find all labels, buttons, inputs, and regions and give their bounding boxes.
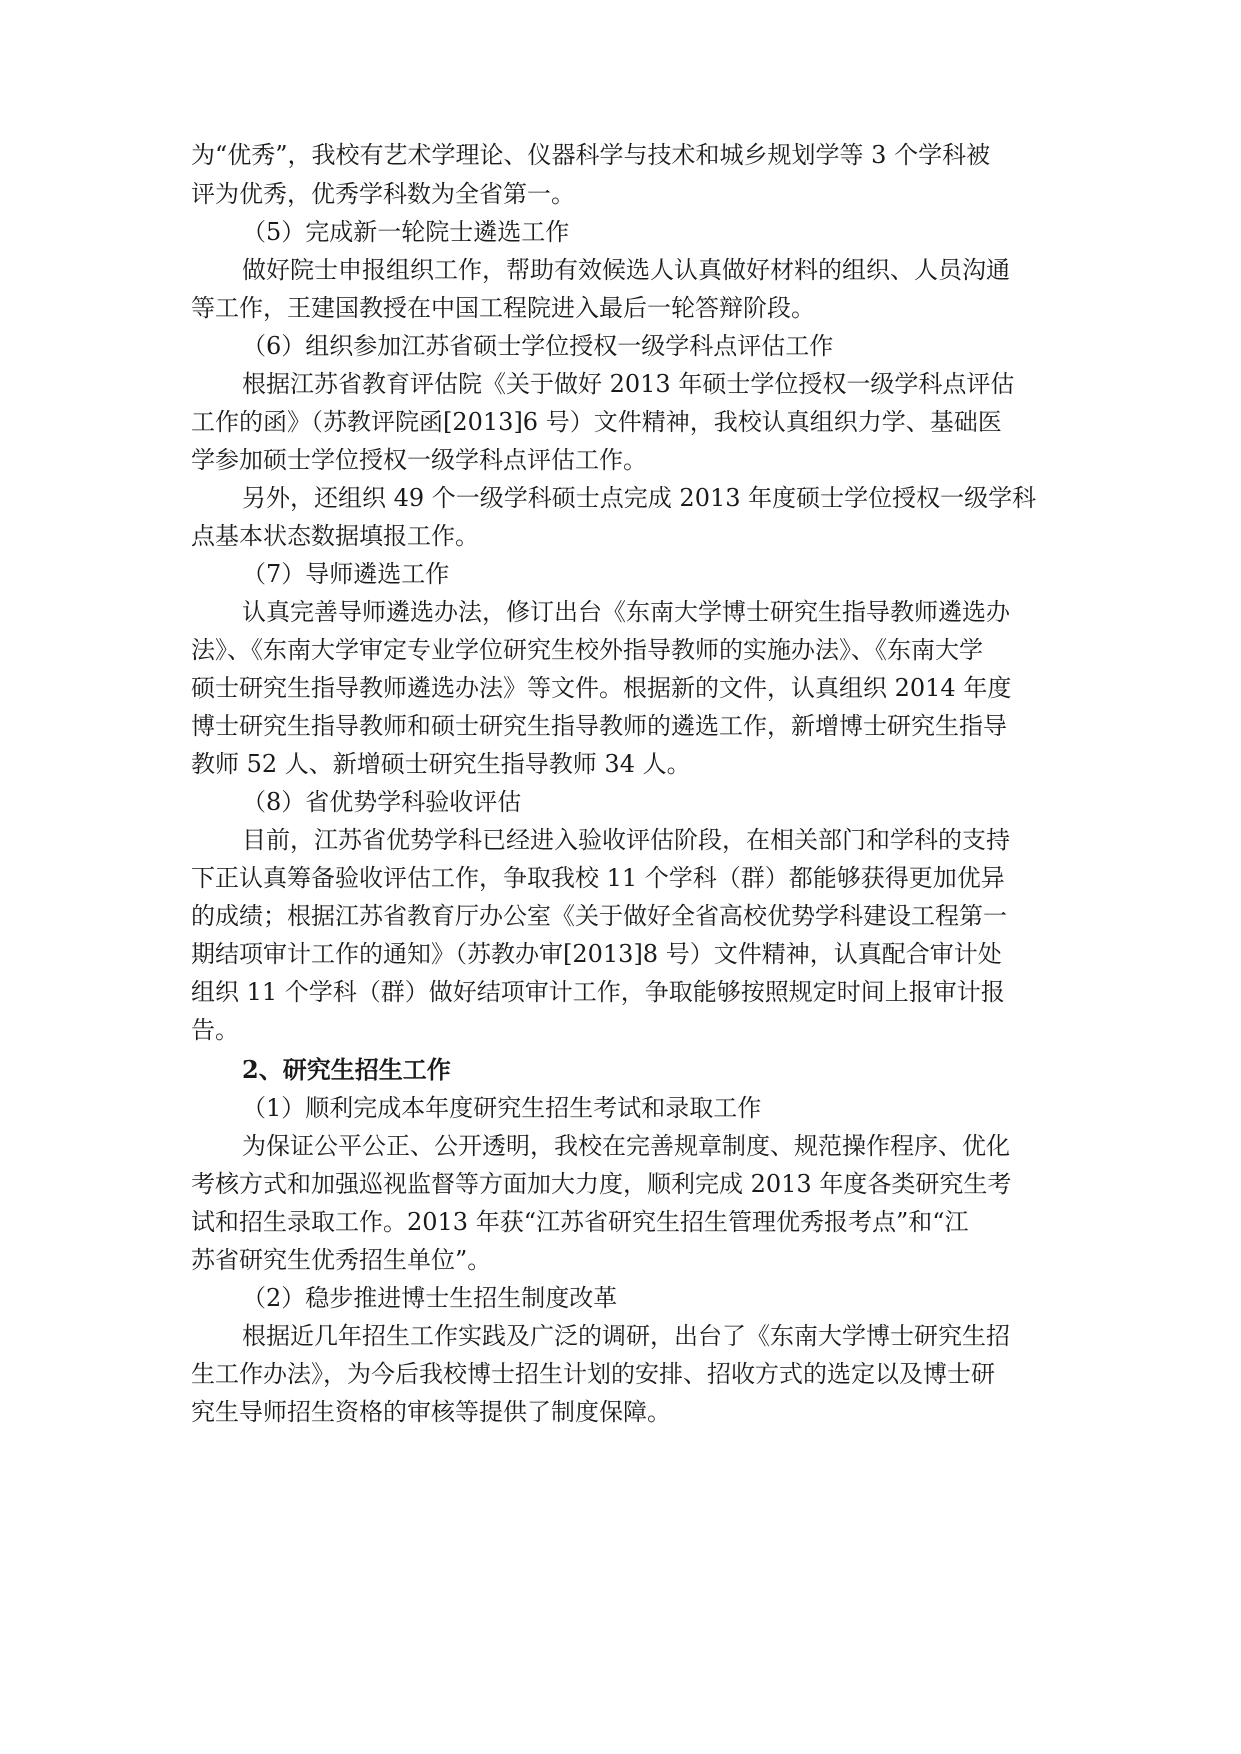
text-line: 期结项审计工作的通知》（苏教办审[2013]8 号）文件精神，认真配合审计处: [191, 940, 1002, 968]
text-line: 组织 11 个学科（群）做好结项审计工作，争取能够按照规定时间上报审计报: [191, 978, 1005, 1006]
text-line: 根据近几年招生工作实践及广泛的调研，出台了《东南大学博士研究生招: [242, 1322, 1010, 1350]
section-heading: （1）顺利完成本年度研究生招生考试和录取工作: [242, 1094, 762, 1122]
text-line: 的成绩；根据江苏省教育厅办公室《关于做好全省高校优势学科建设工程第一: [191, 902, 1007, 930]
text-line: 下正认真筹备验收评估工作，争取我校 11 个学科（群）都能够获得更加优异: [191, 864, 1005, 892]
text-line: 为保证公平公正、公开透明，我校在完善规章制度、规范操作程序、优化: [242, 1132, 1010, 1160]
text-line: 为“优秀”，我校有艺术学理论、仪器科学与技术和城乡规划学等 3 个学科被: [191, 141, 991, 169]
text-line: 生工作办法》，为今后我校博士招生计划的安排、招收方式的选定以及博士研: [191, 1360, 995, 1388]
section-heading: （8）省优势学科验收评估: [242, 788, 522, 816]
text-line: 根据江苏省教育评估院《关于做好 2013 年硕士学位授权一级学科点评估: [242, 370, 1015, 398]
text-line: 另外，还组织 49 个一级学科硕士点完成 2013 年度硕士学位授权一级学科: [242, 484, 1037, 512]
text-line: 教师 52 人、新增硕士研究生指导教师 34 人。: [191, 750, 691, 778]
text-line: 点基本状态数据填报工作。: [191, 522, 479, 550]
text-line: 法》、《东南大学审定专业学位研究生校外指导教师的实施办法》、《东南大学: [191, 636, 983, 664]
text-line: 工作的函》（苏教评院函[2013]6 号）文件精神，我校认真组织力学、基础医: [191, 408, 1002, 436]
section-heading: （2）稳步推进博士生招生制度改革: [242, 1284, 618, 1312]
section-heading: （5）完成新一轮院士遴选工作: [242, 218, 570, 246]
text-line: 认真完善导师遴选办法，修订出台《东南大学博士研究生指导教师遴选办: [242, 598, 1010, 626]
text-line: 做好院士申报组织工作，帮助有效候选人认真做好材料的组织、人员沟通: [242, 256, 1010, 284]
text-line: 博士研究生指导教师和硕士研究生指导教师的遴选工作，新增博士研究生指导: [191, 712, 1007, 740]
text-line: 目前，江苏省优势学科已经进入验收评估阶段，在相关部门和学科的支持: [242, 826, 1010, 854]
text-line: 考核方式和加强巡视监督等方面加大力度，顺利完成 2013 年度各类研究生考: [191, 1170, 1012, 1198]
text-line: 学参加硕士学位授权一级学科点评估工作。: [191, 446, 647, 474]
text-line: 苏省研究生优秀招生单位”。: [191, 1246, 492, 1274]
text-line: 等工作，王建国教授在中国工程院进入最后一轮答辩阶段。: [191, 294, 815, 322]
section-title: 2、研究生招生工作: [242, 1055, 451, 1084]
text-line: 试和招生录取工作。2013 年获“江苏省研究生招生管理优秀报考点”和“江: [191, 1208, 969, 1236]
text-line: 告。: [191, 1016, 239, 1044]
section-heading: （7）导师遴选工作: [242, 560, 450, 588]
text-line: 硕士研究生指导教师遴选办法》等文件。根据新的文件，认真组织 2014 年度: [191, 674, 1012, 702]
text-line: 评为优秀，优秀学科数为全省第一。: [191, 180, 575, 208]
text-line: 究生导师招生资格的审核等提供了制度保障。: [191, 1398, 671, 1426]
section-heading: （6）组织参加江苏省硕士学位授权一级学科点评估工作: [242, 332, 834, 360]
